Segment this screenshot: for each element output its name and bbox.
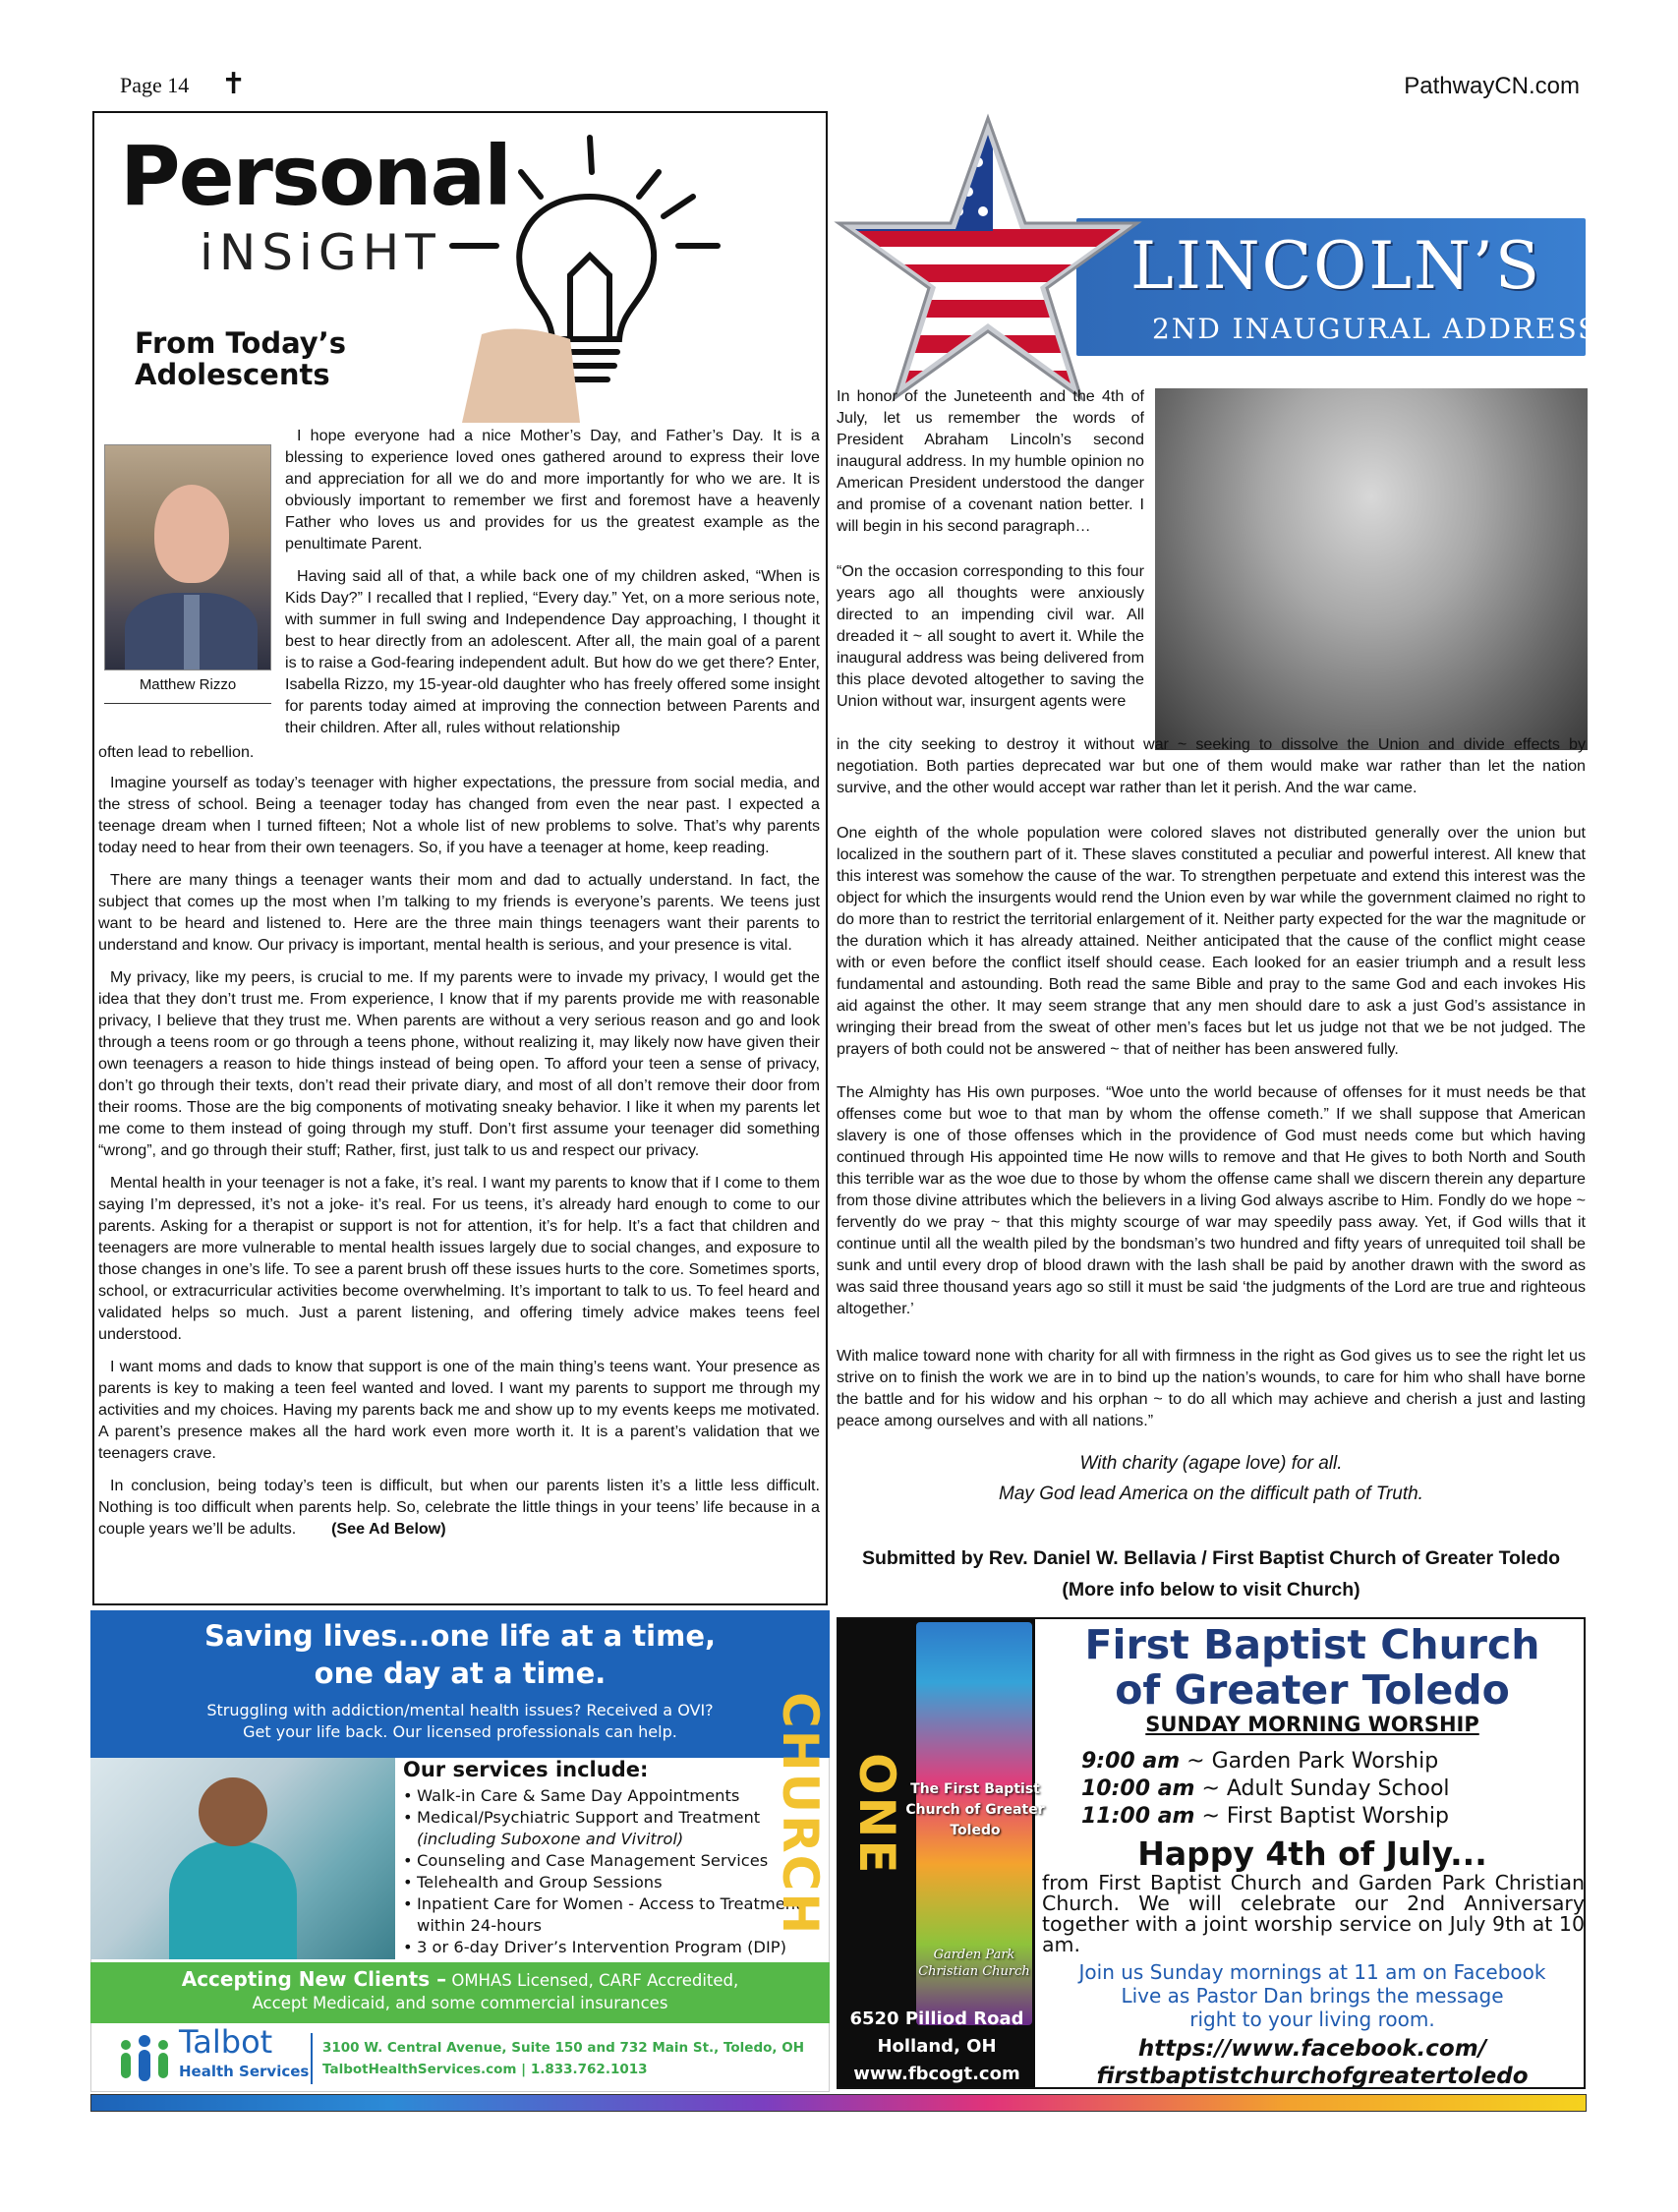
service-item: • Inpatient Care for Women - Access to Treatment within 24-hours — [403, 1893, 826, 1937]
schedule-time: 10:00 am — [1081, 1776, 1195, 1801]
lincoln-title: LINCOLN’S — [1130, 228, 1542, 304]
talbot-logo-sub: Health Services — [179, 2063, 310, 2080]
church-title — [1042, 1622, 1583, 1713]
lincoln-paragraph-2-end: in the city seeking to destroy it without war ~ seeking to dissolve the Union and divide effects by negotiation. Both parties deprecated war but one of them would make war rather than let the nation survive, and the other would accept war rather than let it perish. And the war came. — [837, 735, 1586, 796]
service-item: • Counseling and Case Management Services — [403, 1850, 826, 1872]
closing-line-2: May God lead America on the difficult path of Truth. — [999, 1484, 1423, 1504]
talbot-street-address: 3100 W. Central Avenue, Suite 150 and 732 Main St., Toledo, OH — [322, 2040, 804, 2056]
lincoln-paragraph-4: The Almighty has His own purposes. “Woe unto the world because of offenses for it must needs be that offenses come but woe to that man by whom the offense cometh.” If we shall suppose that American slavery is one of those offenses which in the providence of God must needs come but which having continued through His appointed time He now wills to remove and that He gives to both North and South this terrible war as the woe due to those by whom the offense came shall we discern therein any departure from those divine attributes which the believers in a living God always ascribe to Him. Fondly do we hope ~ fervently do we pray ~ that this mighty scourge of war may speedily pass away. Yet, if God wills that it continue until all the wealth piled by the bondsman’s two hundred and fifty years of unrequited toil shall be sunk and until every drop of blood drawn with the lash shall be paid by another drawn with the sword as was said three thousand years ago so still it must be said ‘the judgments of the Lord are true and righteous altogether.’ — [837, 1083, 1586, 1317]
intro-paragraph-1: I hope everyone had a nice Mother’s Day, and Father’s Day. It is a blessing to experience loved ones gathered around to express their love and appreciation for all we do and more importantly for who we are. It is obviously important to remember we first and foremost have a heavenly Father who loves us and provides for us the greatest example as the penultimate Parent. — [285, 427, 820, 553]
talbot-headline-line-2: one day at a time. — [314, 1657, 607, 1690]
body-paragraph: Mental health in your teenager is not a fake, it’s real. I want my parents to know that if I come to them saying I’m depressed, it’s not a joke- it’s real. For us teens, it’s already hard enough to come to our parents. Asking for a therapist or support is not for attention, it’s for help. It’s a fact that children and teenagers are more vulnerable to mental health issues largely due to social changes, and exposure to those changes in one’s life. To see a parent brush off these issues hurts to the core. Sometimes sports, school, or extracurricular activities become overwhelming. It’s important to talk to us. To feel heard and validated helps so much. Just a parent listening, and offering timely advice makes teens feel understood. — [98, 1174, 820, 1343]
footer-rainbow-bar — [90, 2094, 1587, 2112]
lincoln-paragraph-1: In honor of the Juneteenth and the 4th of July, let us remember the words of President Abraham Lincoln’s second inaugural address. In my humble opinion no American President understood the danger and promise of a covenant nation better. I will begin in his second paragraph… — [837, 387, 1144, 535]
facebook-line-1: Join us Sunday mornings at 11 am on Facebook — [1078, 1960, 1546, 1984]
people-logo-icon — [116, 2033, 173, 2084]
cross-icon: ✝ — [221, 67, 247, 101]
conclusion-text: In conclusion, being today’s teen is difficult, but when our parents listen it’s a little less difficult. Nothing is too difficult when parents help. So, celebrate the little things in your teens’ life because in a couple years we’ll be adults. — [98, 1477, 820, 1538]
closing-line-1: With charity (agape love) for all. — [1079, 1453, 1343, 1474]
talbot-sub-line-1: Struggling with addiction/mental health issues? Received a OVI? — [206, 1701, 714, 1719]
church-address — [839, 2006, 1035, 2088]
talbot-headline — [90, 1617, 830, 1692]
insurance-text: Accept Medicaid, and some commercial insurances — [252, 1994, 668, 2012]
body-paragraph: My privacy, like my peers, is crucial to me. If my parents were to invade my privacy, I would get the idea that they don’t trust me. From experience, I know that if my parents provide me with reasonable privacy, I believe that they trust me. When parents are without a very serious reason and go and look through a teens room or go through a teens phone, without realizing it, may likely now have given their own teenagers a reason to hide things instead of being open. To afford your teen a sense of privacy, don’t go through their texts, don’t read their private diary, and most of all don’t remove their door from their rooms. Those are the big components of motivating sneaky behavior. I like it when my parents let me come to them instead of going through my stuff. Don’t first assume your teenager did something “wrong”, and go through their stuff; Rather, first, just talk to us and respect our privacy. — [98, 968, 820, 1159]
talbot-address — [322, 2037, 804, 2080]
lincoln-paragraph-5: With malice toward none with charity for all with firmness in the right as God gives us to see the right let us strive on to finish the work we are in to bind up the nation’s wounds, to care for him who shall have borne the battle and for his widow and his orphan ~ to do all which may achieve and cherish a just and lasting peace among ourselves and with all nations.” — [837, 1347, 1586, 1429]
tagline — [135, 327, 346, 390]
article-body — [98, 772, 820, 1550]
body-paragraph: Imagine yourself as today’s teenager with higher expectations, the pressure from social media, and the stress of school. Being a teenager today has changed from even the near past. I expected a teenage dream when I turned fifteen; Not a whole list of new problems to solve. That’s why parents today need to hear from their own teenagers. So, if you have a teenager at home, keep reading. — [98, 774, 820, 856]
one-church-vertical: ONE CHURCH — [772, 1691, 905, 1937]
service-item: • Walk-in Care & Same Day Appointments — [403, 1785, 826, 1807]
facebook-url-line-1[interactable]: https://www.facebook.com/ — [1137, 2036, 1487, 2062]
window-church-name: The First Baptist Church of Greater Toledo — [905, 1781, 1045, 1838]
facebook-note — [1042, 1960, 1583, 2031]
tagline-line-1: From Today’s — [135, 326, 346, 360]
intro-paragraph-2: Having said all of that, a while back one of my children asked, “When is Kids Day?” I recalled that I replied, “Every day.” Yet, on a more serious note, with summer in full swing and Independence Day approaching, I thought it best to hear directly from an adolescent. After all, the main goal of a parent is to raise a God-fearing independent adult. But how do we get there? Enter, Isabella Rizzo, my 15-year-old daughter who has freely offered some insight for parents today aimed at improving the connection between Parents and their children. After all, rules without relationship — [285, 567, 820, 736]
insight-subtitle: iNSiGHT — [200, 224, 441, 281]
facebook-url-line-2[interactable]: firstbaptistchurchofgreatertoledo — [1096, 2064, 1529, 2089]
see-ad-note: (See Ad Below) — [331, 1520, 446, 1538]
talbot-logo-name: Talbot — [179, 2023, 273, 2061]
church-title-line-2: of Greater Toledo — [1115, 1666, 1510, 1714]
conclusion-paragraph — [98, 1475, 820, 1540]
service-item-text: Medical/Psychiatric Support and Treatment — [417, 1808, 761, 1827]
schedule-row — [1081, 1775, 1573, 1803]
more-info-note: (More info below to visit Church) — [1062, 1579, 1360, 1601]
church-city: Holland, OH — [877, 2036, 997, 2057]
facebook-line-2: Live as Pastor Dan brings the message — [1121, 1984, 1504, 2008]
worship-heading: SUNDAY MORNING WORSHIP — [1145, 1713, 1479, 1736]
church-title-line-1: First Baptist Church — [1084, 1621, 1540, 1668]
schedule-event: ~ Garden Park Worship — [1180, 1749, 1439, 1774]
logo-divider — [311, 2033, 313, 2084]
accepting-clients — [90, 1968, 830, 2014]
lincoln-paragraph-3: One eighth of the whole population were colored slaves not distributed generally over the union but localized in the southern part of it. These slaves constituted a peculiar and powerful interest. All knew that this interest was somehow the cause of the war. To strengthen perpetuate and extend this interest was the object for which the insurgents would rend the Union even by war while the government claimed no right to do more than to restrict the territorial enlargement of it. Neither party expected for the war the magnitude or the duration which it has already attained. Neither anticipated that the cause of the conflict might cease with or even before the conflict itself should cease. Each looked for an easier triumph and a result less fundamental and astounding. Both read the same Bible and pray to the same God and each invokes His aid against the other. It may seem strange that any men should dare to ask a just God’s assistance in wringing their bread from the sweat of other men’s faces but let us judge not that we be not judged. The prayers of both could not be answered ~ that of neither has been answered fully. — [837, 824, 1586, 1058]
window-church-name-2: Garden Park Christian Church — [918, 1948, 1030, 1979]
lincoln-subtitle: 2ND INAUGURAL ADDRESS — [1152, 313, 1599, 345]
site-name[interactable]: PathwayCN.com — [1404, 73, 1580, 99]
body-paragraph: There are many things a teenager wants their mom and dad to actually understand. In fact, the subject that comes up the most when I’m talking to my friends is everyone’s parents. We teens just want to be heard and listened to. Here are the three main things teenagers want their parents to understand and know. Our privacy is important, mental health is serious, and your presence is vital. — [98, 871, 820, 954]
author-photo — [104, 444, 271, 670]
body-paragraph: I want moms and dads to know that support is one of the main thing’s teens want. Your presence as parents is key to making a teen feel wanted and loved. I want my parents to support me through my activities and my choices. Having my parents back me and show up to my events keeps me motivated. A parent’s presence makes all the hard work even more worth it. It is a parent’s validation that we teenagers crave. — [98, 1358, 820, 1462]
accepting-label: Accepting New Clients – — [181, 1967, 447, 1991]
worship-schedule — [1081, 1748, 1573, 1831]
submitted-by: Submitted by Rev. Daniel W. Bellavia / First Baptist Church of Greater Toledo — [861, 1547, 1561, 1569]
schedule-row — [1081, 1748, 1573, 1775]
service-item: • 3 or 6-day Driver’s Intervention Program (DIP) — [403, 1937, 826, 1958]
accreditation-text: OMHAS Licensed, CARF Accredited, — [446, 1971, 739, 1990]
schedule-time: 9:00 am — [1081, 1749, 1181, 1774]
personal-insight-title: Personal — [120, 128, 510, 224]
schedule-row — [1081, 1803, 1573, 1831]
talbot-contact[interactable]: TalbotHealthServices.com | 1.833.762.1013 — [322, 2062, 648, 2077]
church-website[interactable]: www.fbcogt.com — [853, 2064, 1020, 2084]
talbot-headline-line-1: Saving lives...one life at a time, — [203, 1619, 717, 1653]
counseling-photo — [90, 1758, 395, 1959]
facebook-line-3: right to your living room. — [1189, 2008, 1435, 2031]
schedule-event: ~ First Baptist Worship — [1194, 1804, 1449, 1829]
tagline-line-2: Adolescents — [135, 358, 330, 391]
schedule-event: ~ Adult Sunday School — [1194, 1776, 1450, 1801]
author-caption: Matthew Rizzo — [104, 676, 271, 704]
intro-paragraph-2-end: often lead to rebellion. — [98, 743, 255, 761]
anniversary-message: from First Baptist Church and Garden Park Christian Church. We will celebrate our 2nd Anniversary together with a joint worship service on July 9th at 10 am. — [1042, 1871, 1585, 1956]
flag-star-icon — [831, 113, 1145, 408]
schedule-time: 11:00 am — [1081, 1804, 1195, 1829]
talbot-sub-line-2: Get your life back. Our licensed professionals can help. — [243, 1722, 677, 1741]
services-heading: Our services include: — [403, 1758, 649, 1781]
lincoln-memorial-photo — [1155, 388, 1588, 750]
page-number: Page 14 — [120, 73, 190, 97]
lincoln-paragraph-2: “On the occasion corresponding to this four years ago all thoughts were anxiously directed to an impending civil war. All dreaded it ~ all sought to avert it. While the inaugural address was being delivered from this place devoted altogether to saving the Union without war, insurgent agents were — [837, 562, 1144, 710]
happy-4th-heading: Happy 4th of July... — [1137, 1834, 1487, 1873]
service-note: (including Suboxone and Vivitrol) — [417, 1830, 684, 1848]
talbot-subheadline — [90, 1700, 830, 1743]
service-item: • Telehealth and Group Sessions — [403, 1872, 826, 1893]
church-street: 6520 Pilliod Road — [849, 2008, 1024, 2029]
facebook-url[interactable] — [1042, 2035, 1583, 2090]
